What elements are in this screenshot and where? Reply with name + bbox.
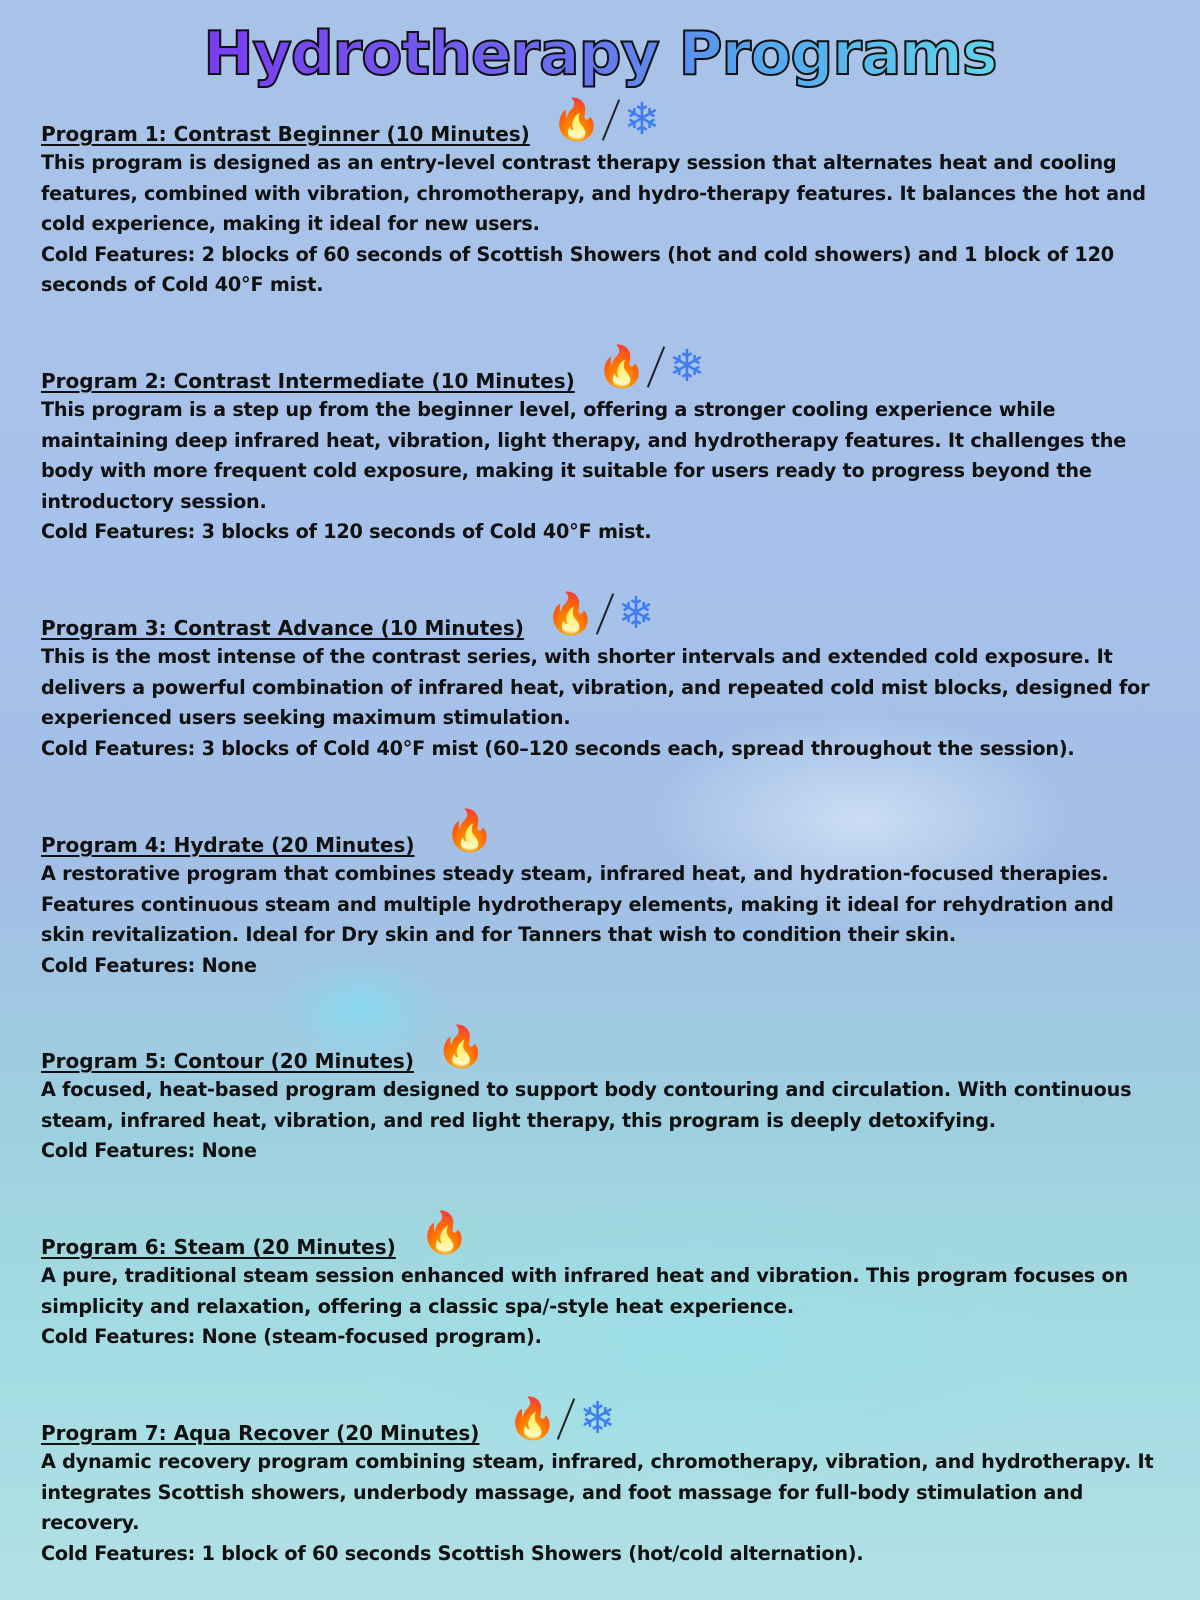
program-description: A pure, traditional steam session enhanced with infrared heat and vibration. This program focuses on simplicity and relaxation, offering a classic spa/-style heat experience. [41, 1264, 1128, 1318]
program-description: A dynamic recovery program combining steam, infrared, chromotherapy, vibration, and hydrotherapy. It integrates Scottish showers, underbody massage, and foot massage for full-body stimulation and recovery. [41, 1450, 1154, 1534]
program-title: Program 7: Aqua Recover (20 Minutes) [41, 1421, 480, 1445]
program-cold-features: Cold Features: 1 block of 60 seconds Scottish Showers (hot/cold alternation). [41, 1541, 864, 1565]
program-title: Program 6: Steam (20 Minutes) [41, 1235, 396, 1259]
slash-separator [596, 593, 614, 635]
program-icons [597, 341, 706, 395]
program-title: Program 4: Hydrate (20 Minutes) [41, 833, 415, 857]
program-title: Program 3: Contrast Advance (10 Minutes) [41, 616, 524, 640]
program-description: This program is a step up from the beginner level, offering a stronger cooling experience while maintaining deep infrared heat, vibration, light therapy, and hydrotherapy features. It challenges the body with more frequent cold exposure, making it suitable for users ready to progress beyond the introductory session. [41, 398, 1127, 513]
snowflake-icon: ❄ [668, 341, 706, 392]
program-icons [445, 805, 495, 859]
program-heading [41, 1209, 1161, 1261]
program-description: A focused, heat-based program designed to support body contouring and circulation. With continuous steam, infrared heat, vibration, and red light therapy, this program is deeply detoxifying. [41, 1078, 1132, 1132]
program-title: Program 1: Contrast Beginner (10 Minutes) [41, 122, 530, 146]
program-description: A restorative program that combines steady steam, infrared heat, and hydration-focused therapies. Features continuous steam and multiple hydrotherapy elements, making it ideal for rehydration and skin revitalization. Ideal for Dry skin and for Tanners that wish to condition their skin. [41, 862, 1114, 946]
program-4 [41, 807, 1161, 981]
program-heading [41, 807, 1161, 859]
program-icons [436, 1021, 486, 1075]
program-6 [41, 1209, 1161, 1353]
program-icons [420, 1207, 470, 1261]
program-cold-features: Cold Features: 3 blocks of 120 seconds of Cold 40°F mist. [41, 520, 652, 543]
program-5 [41, 1023, 1161, 1167]
program-heading [41, 343, 1161, 395]
program-2 [41, 343, 1161, 548]
flame-icon: 🔥 [551, 97, 602, 143]
program-heading [41, 96, 1161, 148]
program-cold-features: Cold Features: None (steam-focused program). [41, 1325, 542, 1348]
flame-icon: 🔥 [507, 1396, 558, 1442]
program-icons [552, 94, 661, 148]
slash-separator [601, 99, 619, 141]
snowflake-icon: ❄ [623, 94, 661, 145]
flame-icon: 🔥 [596, 344, 647, 390]
program-cold-features: Cold Features: None [41, 953, 257, 977]
program-7 [41, 1395, 1161, 1569]
program-heading [41, 1395, 1161, 1447]
program-icons [507, 1393, 616, 1447]
program-description: This program is designed as an entry-level contrast therapy session that alternates heat and cooling features, combined with vibration, chromotherapy, and hydro-therapy features. It balances the hot and cold experience, making it ideal for new users. [41, 151, 1146, 235]
program-description: This is the most intense of the contrast series, with shorter intervals and extended cold exposure. It delivers a powerful combination of infrared heat, vibration, and repeated cold mist blocks, designed for experienced users seeking maximum stimulation. [41, 645, 1150, 729]
program-cold-features: Cold Features: None [41, 1139, 257, 1162]
program-cold-features: Cold Features: 3 blocks of Cold 40°F mist (60–120 seconds each, spread throughout the session). [41, 736, 1075, 760]
snowflake-icon: ❄ [579, 1393, 617, 1444]
flame-icon: 🔥 [435, 1024, 486, 1070]
slash-separator [557, 1398, 575, 1440]
program-title: Program 2: Contrast Intermediate (10 Minutes) [41, 369, 575, 393]
slash-separator [646, 346, 664, 388]
snowflake-icon: ❄ [617, 588, 655, 639]
program-title: Program 5: Contour (20 Minutes) [41, 1049, 414, 1073]
flame-icon: 🔥 [419, 1210, 470, 1256]
flame-icon: 🔥 [444, 808, 495, 854]
program-1 [41, 96, 1161, 301]
program-icons [546, 588, 655, 642]
flame-icon: 🔥 [545, 591, 596, 637]
program-heading [41, 590, 1161, 642]
page-title: Hydrotherapy Programs [203, 19, 997, 89]
program-heading [41, 1023, 1161, 1075]
program-3 [41, 590, 1161, 764]
program-cold-features: Cold Features: 2 blocks of 60 seconds of Scottish Showers (hot and cold showers) and 1 block of 120 seconds of Cold 40°F mist. [41, 242, 1114, 296]
